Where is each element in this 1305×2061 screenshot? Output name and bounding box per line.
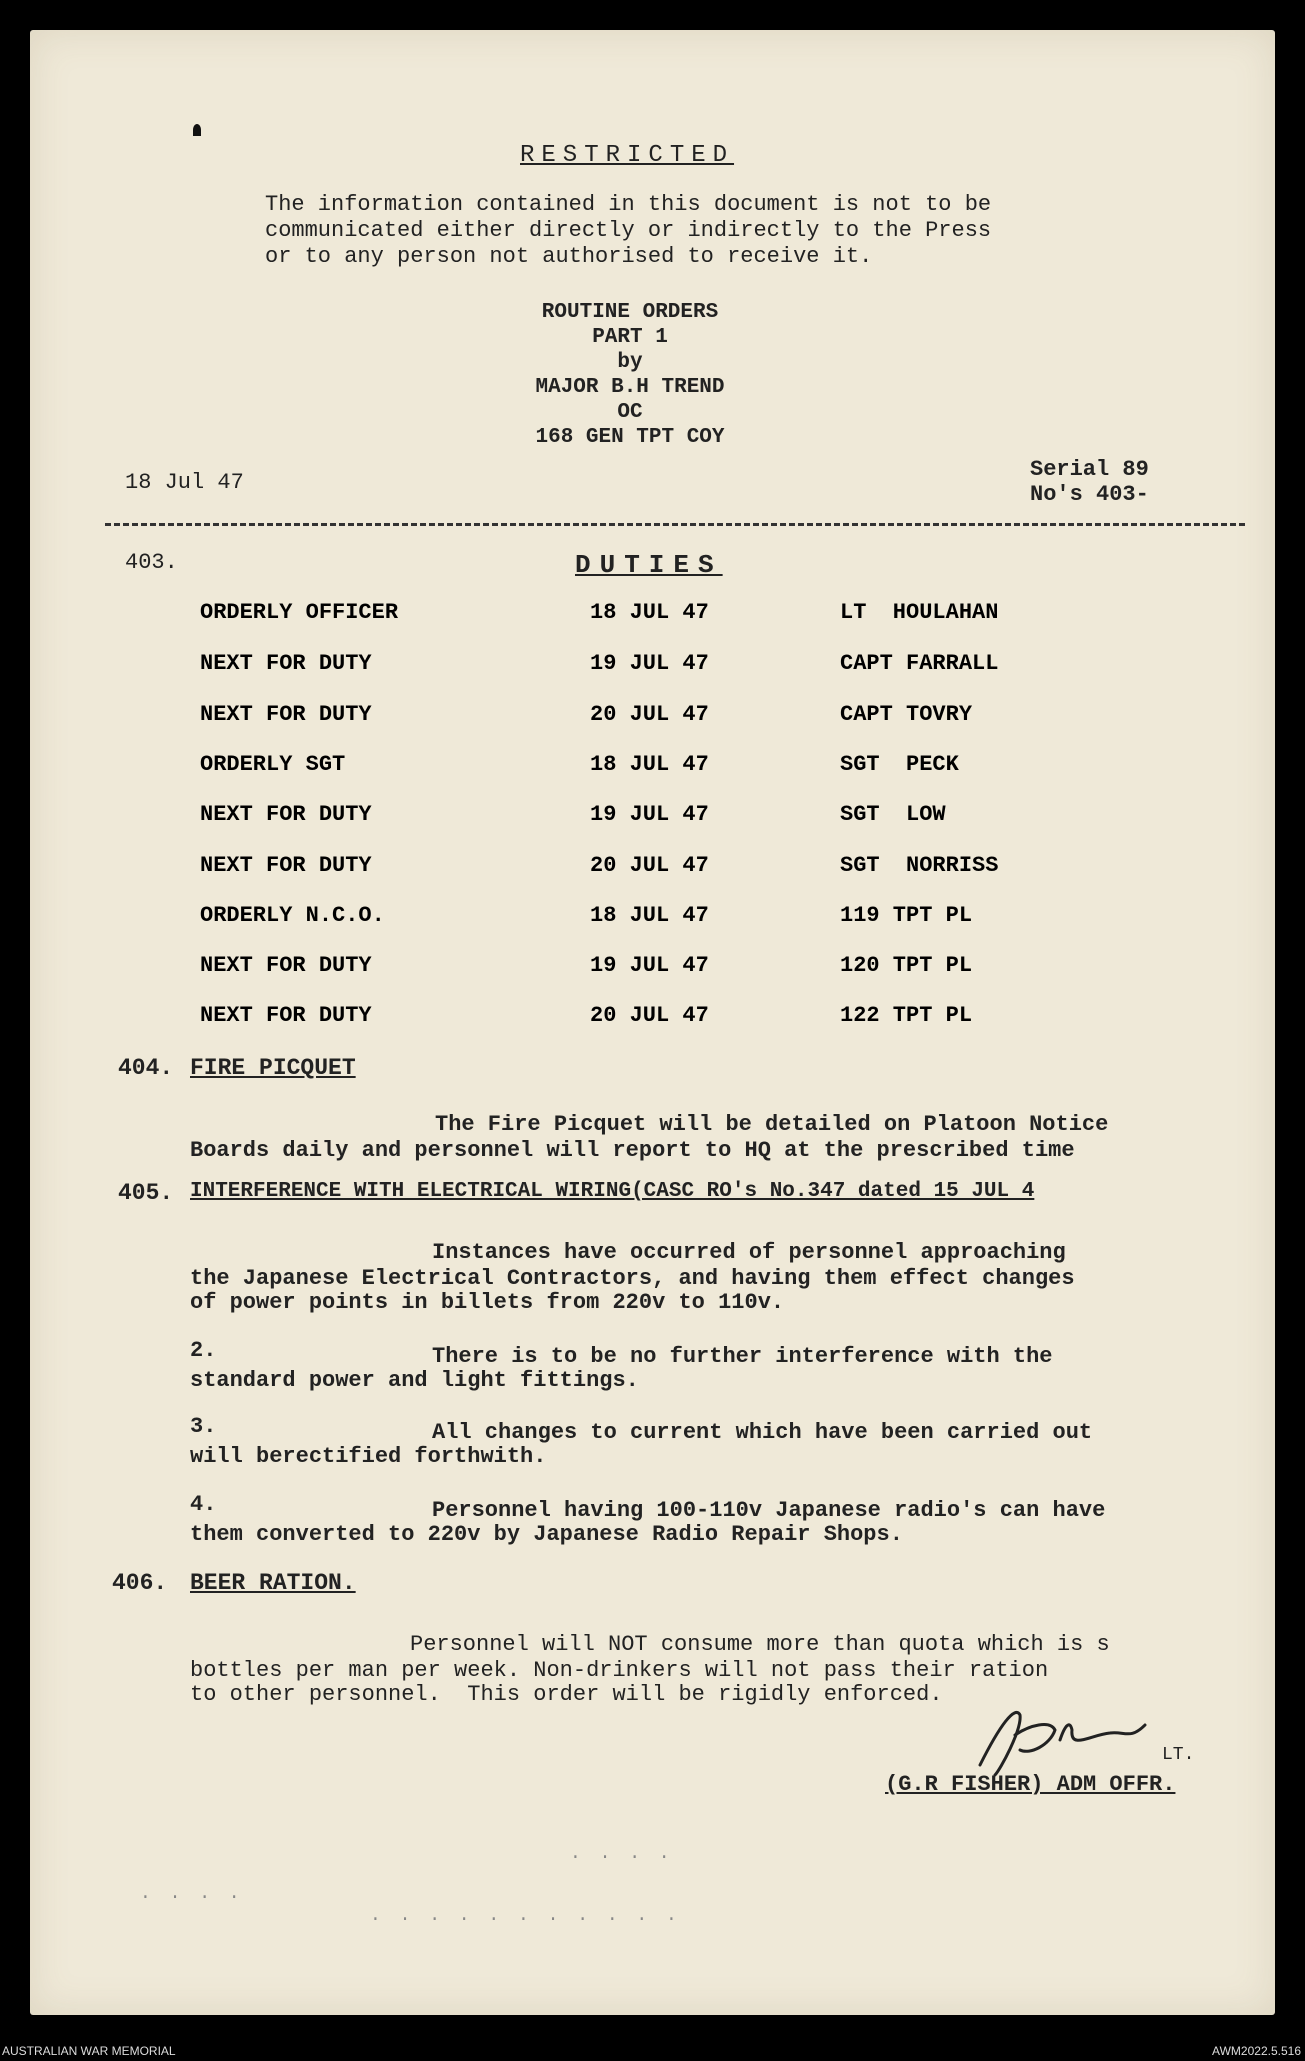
section-405-text: standard power and light fittings.	[190, 1368, 639, 1393]
paragraph-number: 3.	[190, 1414, 217, 1439]
section-405-title: INTERFERENCE WITH ELECTRICAL WIRING(CASC RO's No.347 dated 15 JUL 4	[190, 1180, 1035, 1203]
section-405-text: of power points in billets from 220v to 110v.	[190, 1290, 785, 1315]
title-line: 168 GEN TPT COY	[535, 426, 725, 449]
footer-right: AWM2022.5.516	[1212, 2044, 1301, 2058]
section-405-text: Instances have occurred of personnel approaching	[432, 1240, 1066, 1265]
section-405-text: All changes to current which have been carried out	[432, 1420, 1093, 1445]
duty-role: NEXT FOR DUTY	[200, 802, 372, 827]
order-date: 18 Jul 47	[125, 470, 244, 495]
duty-row	[30, 752, 1275, 792]
security-notice: The information contained in this document is not to be communicated either directly or indirectly to the Press or to any person not authorised to receive it.	[265, 192, 992, 269]
duty-row	[30, 802, 1275, 842]
paragraph-number: 4.	[190, 1492, 217, 1517]
order-numbers: No's 403-	[1030, 482, 1149, 507]
section-406-text: to other personnel. This order will be rigidly enforced.	[190, 1682, 943, 1707]
section-404-line: Boards daily and personnel will report to HQ at the prescribed time	[190, 1138, 1075, 1163]
signature-rank: LT.	[1162, 1745, 1195, 1765]
duty-name: 120 TPT PL	[840, 953, 973, 978]
section-404-number: 404.	[118, 1055, 174, 1081]
duty-date: 18 JUL 47	[590, 752, 709, 777]
duty-row	[30, 853, 1275, 893]
duty-row	[30, 903, 1275, 943]
duty-role: ORDERLY OFFICER	[200, 600, 399, 625]
section-405-text: will berectified forthwith.	[190, 1444, 547, 1469]
section-405-text: Personnel having 100-110v Japanese radio's can have	[432, 1498, 1106, 1523]
duty-role: NEXT FOR DUTY	[200, 953, 372, 978]
duty-date: 19 JUL 47	[590, 802, 709, 827]
duty-name: SGT NORRISS	[840, 853, 999, 878]
section-404-line: The Fire Picquet will be detailed on Platoon Notice	[435, 1112, 1109, 1137]
serial-number: Serial 89	[1030, 457, 1149, 482]
section-406-text: Personnel will NOT consume more than quota which is s	[410, 1632, 1110, 1657]
duty-date: 20 JUL 47	[590, 702, 709, 727]
duty-name: CAPT FARRALL	[840, 651, 999, 676]
duty-row	[30, 953, 1275, 993]
title-line: by	[617, 351, 643, 374]
duty-name: CAPT TOVRY	[840, 702, 973, 727]
duty-date: 19 JUL 47	[590, 651, 709, 676]
restricted-heading: RESTRICTED	[520, 142, 735, 169]
duty-role: NEXT FOR DUTY	[200, 1003, 372, 1028]
duty-name: SGT LOW	[840, 802, 946, 827]
section-406-number: 406.	[112, 1570, 168, 1596]
section-406-title: BEER RATION.	[190, 1570, 356, 1596]
duty-date: 18 JUL 47	[590, 600, 709, 625]
duties-heading: DUTIES	[575, 550, 723, 580]
section-404-title: FIRE PICQUET	[190, 1055, 356, 1081]
document-page	[30, 30, 1275, 2015]
duty-date: 20 JUL 47	[590, 1003, 709, 1028]
duty-date: 18 JUL 47	[590, 903, 709, 928]
duty-name: 122 TPT PL	[840, 1003, 973, 1028]
section-406-text: bottles per man per week. Non-drinkers will not pass their ration	[190, 1658, 1049, 1683]
routine-orders-title	[450, 300, 810, 450]
duty-role: ORDERLY N.C.O.	[200, 903, 385, 928]
faded-stamp-mark: · · · ·	[570, 1848, 674, 1868]
title-line: PART 1	[592, 326, 668, 349]
title-line: ROUTINE ORDERS	[541, 301, 719, 324]
duty-date: 20 JUL 47	[590, 853, 709, 878]
duties-number: 403.	[125, 550, 178, 575]
section-405-number: 405.	[118, 1180, 174, 1206]
dashed-divider	[105, 523, 1245, 526]
title-line: MAJOR B.H TREND	[535, 376, 725, 399]
duty-role: NEXT FOR DUTY	[200, 651, 372, 676]
duty-role: NEXT FOR DUTY	[200, 702, 372, 727]
signature-name: (G.R FISHER) ADM OFFR.	[885, 1772, 1176, 1797]
duty-name: SGT PECK	[840, 752, 959, 777]
staple-hole	[193, 124, 201, 136]
section-405-text: There is to be no further interference with the	[432, 1344, 1053, 1369]
paragraph-number: 2.	[190, 1338, 217, 1363]
faded-stamp-mark: · · · · · · · · · · ·	[370, 1910, 681, 1930]
duty-name: 119 TPT PL	[840, 903, 973, 928]
duty-role: ORDERLY SGT	[200, 752, 346, 777]
duty-row	[30, 702, 1275, 742]
duty-role: NEXT FOR DUTY	[200, 853, 372, 878]
duty-row	[30, 651, 1275, 691]
footer-left: AUSTRALIAN WAR MEMORIAL	[2, 2044, 176, 2058]
faded-stamp-mark: · · · ·	[140, 1888, 244, 1908]
title-line: OC	[617, 401, 643, 424]
duty-row	[30, 600, 1275, 640]
section-405-text: the Japanese Electrical Contractors, and having them effect changes	[190, 1266, 1075, 1291]
duty-name: LT HOULAHAN	[840, 600, 999, 625]
duty-row	[30, 1003, 1275, 1043]
section-405-text: them converted to 220v by Japanese Radio Repair Shops.	[190, 1522, 903, 1547]
duty-date: 19 JUL 47	[590, 953, 709, 978]
